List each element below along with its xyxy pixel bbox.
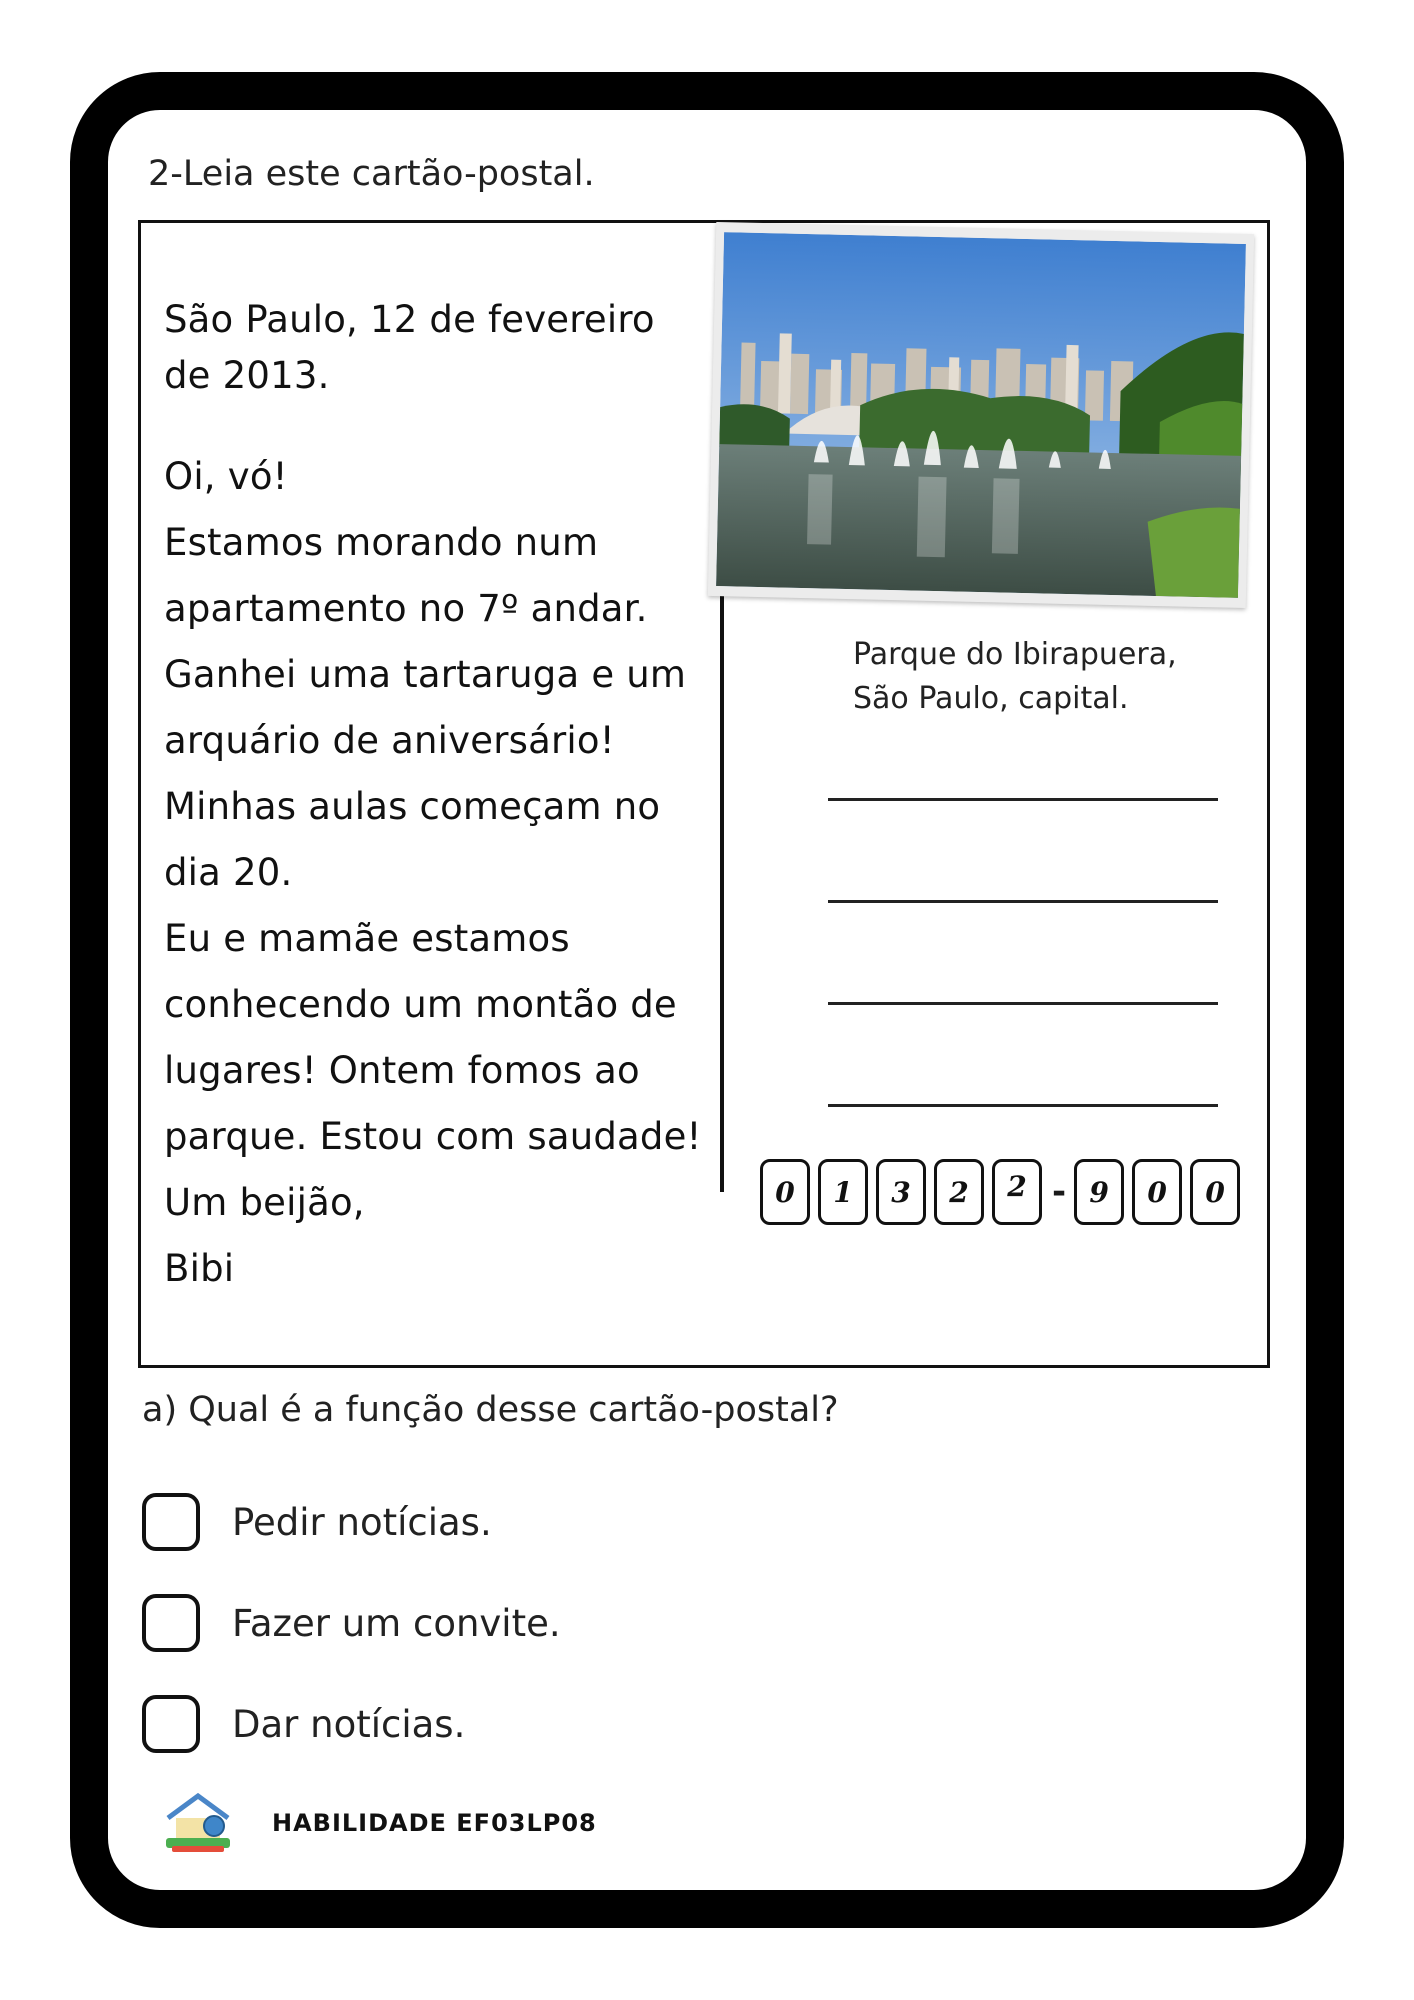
letter-line: lugares! Ontem fomos ao	[164, 1049, 640, 1092]
letter-line: de 2013.	[164, 354, 330, 397]
photo-caption	[853, 633, 1177, 721]
cep-digit: 2	[934, 1159, 984, 1225]
skill-code: HABILIDADE EF03LP08	[272, 1809, 597, 1837]
option-dar-noticias[interactable]	[142, 1695, 465, 1753]
option-fazer-convite[interactable]	[142, 1594, 561, 1652]
instruction-text: 2-Leia este cartão-postal.	[148, 154, 595, 194]
letter-line: Estamos morando num	[164, 521, 599, 564]
cep-digit: 1	[818, 1159, 868, 1225]
letter-line: Ganhei uma tartaruga e um	[164, 653, 687, 696]
option-label: Dar notícias.	[232, 1702, 466, 1746]
checkbox[interactable]	[142, 1493, 200, 1551]
cep-digit: 0	[760, 1159, 810, 1225]
cep-separator: -	[1052, 1172, 1067, 1212]
cep-digit: 0	[1132, 1159, 1182, 1225]
address-line[interactable]	[828, 900, 1218, 903]
letter-line: Eu e mamãe estamos	[164, 917, 570, 960]
caption-line: Parque do Ibirapuera,	[853, 637, 1177, 672]
question-text: a) Qual é a função desse cartão-postal?	[142, 1390, 839, 1430]
park-photo	[708, 222, 1254, 608]
school-logo-icon	[158, 1788, 238, 1858]
postcard-letter	[164, 292, 704, 1302]
address-line[interactable]	[828, 1104, 1218, 1107]
caption-line: São Paulo, capital.	[853, 681, 1129, 716]
checkbox[interactable]	[142, 1695, 200, 1753]
cep-digit: 9	[1074, 1159, 1124, 1225]
letter-line: Minhas aulas começam no	[164, 785, 661, 828]
letter-line: São Paulo, 12 de fevereiro	[164, 298, 655, 341]
letter-line: conhecendo um montão de	[164, 983, 677, 1026]
cep-digit: 3	[876, 1159, 926, 1225]
checkbox[interactable]	[142, 1594, 200, 1652]
option-label: Pedir notícias.	[232, 1500, 492, 1544]
option-pedir-noticias[interactable]	[142, 1493, 492, 1551]
address-line[interactable]	[828, 798, 1218, 801]
letter-line: arquário de aniversário!	[164, 719, 615, 762]
cep-digit: 2	[992, 1159, 1042, 1225]
address-line[interactable]	[828, 1002, 1218, 1005]
letter-line: Um beijão,	[164, 1181, 365, 1224]
letter-line: dia 20.	[164, 851, 293, 894]
letter-line: apartamento no 7º andar.	[164, 587, 648, 630]
letter-line: Oi, vó!	[164, 455, 288, 498]
option-label: Fazer um convite.	[232, 1601, 561, 1645]
cep-boxes	[760, 1156, 1248, 1228]
postcard-divider	[720, 572, 724, 1192]
letter-line: parque. Estou com saudade!	[164, 1115, 702, 1158]
footer	[158, 1788, 597, 1858]
letter-line: Bibi	[164, 1247, 235, 1290]
cep-digit: 0	[1190, 1159, 1240, 1225]
